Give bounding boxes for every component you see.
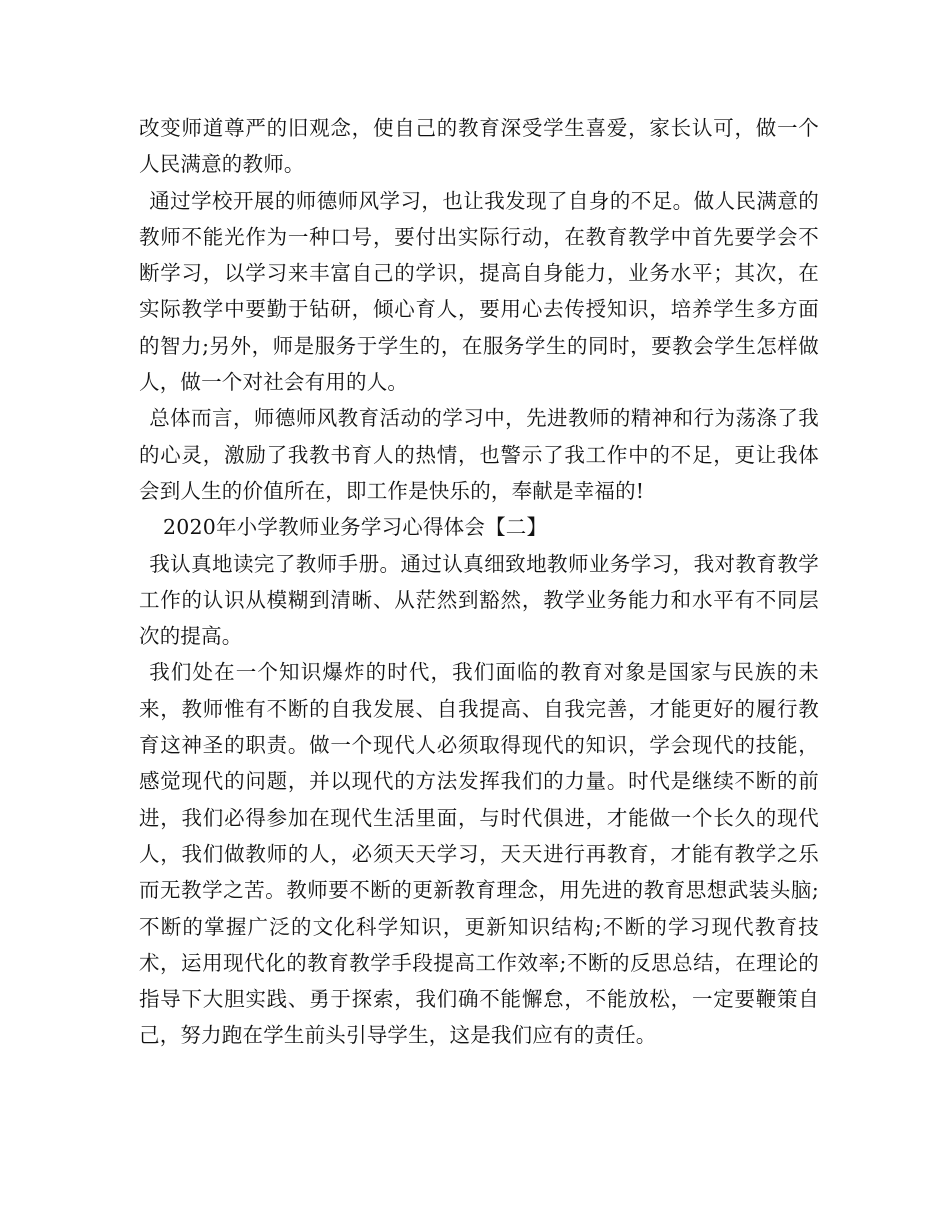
- section-paragraph-1: 我认真地读完了教师手册。通过认真细致地教师业务学习，我对教育教学工作的认识从模糊到清晰、从茫然到豁然，教学业务能力和水平有不同层次的提高。: [139, 551, 819, 649]
- section-paragraph-2: 我们处在一个知识爆炸的时代，我们面临的教育对象是国家与民族的未来，教师惟有不断的自我发展、自我提高、自我完善，才能更好的履行教育这神圣的职责。做一个现代人必须取得现代的知识，学会现代的技能，感觉现代的问题，并以现代的方法发挥我们的力量。时代是继续不断的前进，我们必得参加在现代生活里面，与时代俱进，才能做一个长久的现代人，我们做教师的人，必须天天学习，天天进行再教育，才能有教学之乐而无教学之苦。教师要不断的更新教育理念，用先进的教育思想武装头脑;不断的掌握广泛的文化科学知识，更新知识结构;不断的学习现代教育技术，运用现代化的教育教学手段提高工作效率;不断的反思总结，在理论的指导下大胆实践、勇于探索，我们确不能懈怠，不能放松，一定要鞭策自己，努力跑在学生前头引导学生，这是我们应有的责任。: [139, 660, 819, 1048]
- paragraph-2: 通过学校开展的师德师风学习，也让我发现了自身的不足。做人民满意的教师不能光作为一种口号，要付出实际行动，在教育教学中首先要学会不断学习，以学习来丰富自己的学识，提高自身能力，业务水平；其次，在实际教学中要勤于钻研，倾心育人，要用心去传授知识，培养学生多方面的智力;另外，师是服务于学生的，在服务学生的同时，要教会学生怎样做人，做一个对社会有用的人。: [139, 188, 819, 395]
- document-body: [139, 110, 819, 1054]
- section-heading: 2020年小学教师业务学习心得体会【二】: [163, 515, 548, 540]
- paragraph-3: 总体而言，师德师风教育活动的学习中，先进教师的精神和行为荡涤了我的心灵，激励了我教书育人的热情，也警示了我工作中的不足，更让我体会到人生的价值所在，即工作是快乐的，奉献是幸福的!: [139, 406, 819, 503]
- paragraph-1: 改变师道尊严的旧观念，使自己的教育深受学生喜爱，家长认可，做一个人民满意的教师。: [139, 116, 819, 177]
